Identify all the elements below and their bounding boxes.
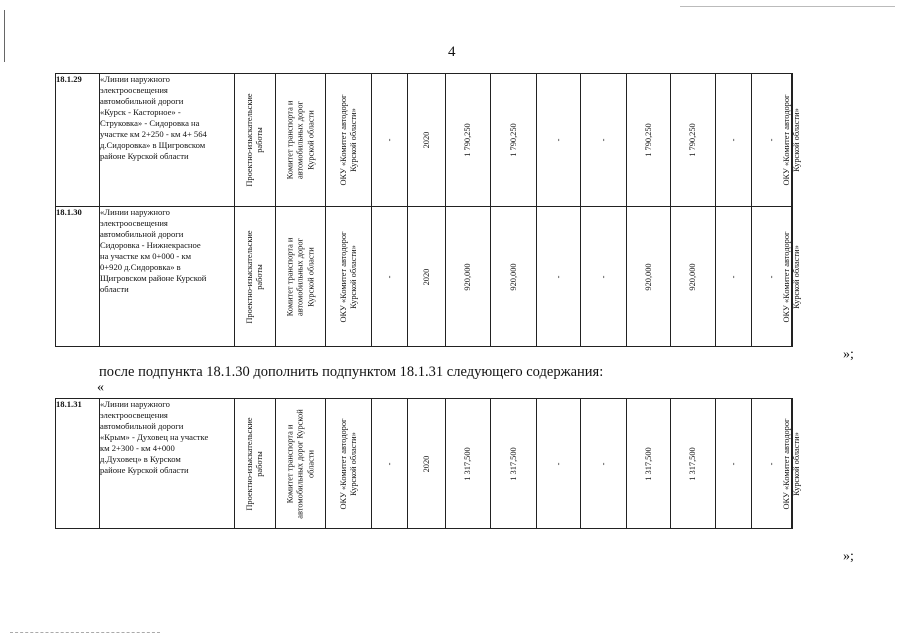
rotated-cell-text bbox=[782, 94, 803, 185]
object-name-line: области bbox=[100, 284, 129, 294]
committee-cell bbox=[276, 207, 326, 347]
page-number: 4 bbox=[448, 44, 456, 60]
opening-quote: « bbox=[97, 380, 104, 395]
rotated-cell-text bbox=[285, 101, 316, 180]
rotated-cell-text: 1 790,250 bbox=[687, 123, 697, 157]
rotated-cell-text: - bbox=[598, 138, 608, 142]
value-dash-cell bbox=[716, 207, 752, 347]
rotated-text-line: Проектно-изыскательские bbox=[244, 416, 254, 511]
object-name bbox=[100, 74, 235, 207]
rotated-text-line: ОКУ «Комитет автодорог bbox=[338, 230, 348, 323]
closing-quote-1: »; bbox=[843, 347, 854, 362]
value-dash-cell bbox=[372, 74, 408, 207]
object-name-line: участке км 2+250 - км 4+ 564 bbox=[100, 129, 207, 139]
executor-cell bbox=[781, 207, 801, 347]
rotated-text-line: ОКУ «Комитет автодорог bbox=[781, 417, 791, 510]
object-name-line: д.Духовец» в Курском bbox=[100, 454, 181, 464]
object-name-line: «Линии наружного bbox=[100, 74, 170, 84]
row-number: 18.1.31 bbox=[56, 399, 100, 529]
funding-value-cell bbox=[627, 74, 671, 207]
object-name-line: «Линии наружного bbox=[100, 399, 170, 409]
object-name bbox=[100, 207, 235, 347]
total-value-cell bbox=[446, 207, 491, 347]
object-name-line: электроосвещения bbox=[100, 218, 168, 228]
object-name-line: Щигровском районе Курской bbox=[100, 273, 207, 283]
rotated-text-line: автомобильных дорог bbox=[295, 237, 305, 316]
value-dash-cell bbox=[581, 399, 627, 529]
insertion-instruction: после подпункта 18.1.30 дополнить подпунктом 18.1.31 следующего содержания: bbox=[99, 364, 604, 380]
rotated-cell-text: 2020 bbox=[421, 131, 431, 149]
rotated-cell-text: - bbox=[728, 138, 738, 142]
rotated-cell-text: 920,000 bbox=[508, 262, 518, 291]
rotated-cell-text: - bbox=[728, 462, 738, 465]
program-table-before bbox=[55, 73, 801, 347]
object-name-line: электроосвещения bbox=[100, 85, 168, 95]
rotated-text-line: Курской области bbox=[305, 246, 315, 307]
rotated-cell-text: 920,000 bbox=[687, 262, 697, 291]
rotated-cell-text bbox=[338, 231, 359, 322]
value-dash-cell bbox=[716, 399, 752, 529]
rotated-cell-text: - bbox=[766, 275, 776, 278]
rotated-text-line: автомобильных дорог bbox=[295, 101, 305, 179]
funding-value-cell bbox=[671, 399, 716, 529]
rotated-text-line: работы bbox=[255, 450, 264, 477]
rotated-cell-text: - bbox=[553, 462, 563, 465]
funding-value-cell bbox=[627, 207, 671, 347]
object-name-line: «Крым» - Духовец на участке bbox=[100, 432, 209, 442]
value-dash-cell bbox=[581, 74, 627, 207]
object-name-line: электроосвещения bbox=[100, 410, 168, 420]
rotated-cell-text bbox=[245, 417, 266, 510]
total-value-cell bbox=[446, 74, 491, 207]
rotated-cell-text: 1 317,500 bbox=[687, 446, 697, 481]
object-name-line: на участке км 0+000 - км bbox=[100, 251, 192, 261]
rotated-cell-text: 1 317,500 bbox=[643, 446, 653, 481]
rotated-cell-text bbox=[245, 93, 266, 186]
rotated-text-line: области bbox=[305, 449, 315, 478]
executor-cell bbox=[781, 74, 801, 207]
scan-artifact-line-bottom bbox=[10, 632, 160, 633]
closing-quote-2: »; bbox=[843, 549, 854, 564]
rotated-text-line: Курской области bbox=[305, 110, 315, 170]
rotated-cell-text: 1 317,500 bbox=[508, 446, 518, 481]
year-cell bbox=[408, 207, 446, 347]
rotated-text-line: работы bbox=[255, 263, 264, 290]
value-2020-cell bbox=[491, 399, 537, 529]
rotated-text-line: работы bbox=[255, 127, 264, 153]
rotated-cell-text: - bbox=[384, 138, 394, 142]
rotated-text-line: Проектно-изыскательские bbox=[244, 229, 254, 324]
rotated-text-line: Курской области» bbox=[792, 431, 801, 496]
rotated-text-line: автомобильных дорог Курской bbox=[295, 408, 305, 519]
value-dash-cell bbox=[581, 207, 627, 347]
object-name-line: автомобильной дороги bbox=[100, 229, 184, 239]
value-dash-cell bbox=[537, 207, 581, 347]
rotated-cell-text: - bbox=[553, 138, 563, 142]
rotated-text-line: Комитет транспорта и bbox=[285, 100, 295, 180]
rotated-cell-text bbox=[285, 237, 316, 316]
customer-cell bbox=[326, 207, 372, 347]
funding-value-cell bbox=[627, 399, 671, 529]
value-2020-cell bbox=[491, 207, 537, 347]
work-type-cell bbox=[235, 207, 276, 347]
rotated-text-line: Курской области» bbox=[348, 244, 358, 309]
rotated-text-line: Курской области» bbox=[792, 108, 801, 172]
rotated-cell-text: 920,000 bbox=[462, 262, 472, 291]
table-row bbox=[56, 399, 793, 529]
object-name-line: 0+920 д.Сидоровка» в bbox=[100, 262, 181, 272]
customer-cell bbox=[326, 74, 372, 207]
scan-artifact-line-top bbox=[680, 6, 895, 7]
rotated-cell-text: - bbox=[553, 275, 563, 278]
rotated-cell-text: - bbox=[766, 462, 776, 465]
rotated-cell-text: 1 790,250 bbox=[508, 123, 518, 157]
object-name-line: км 2+300 - км 4+000 bbox=[100, 443, 175, 453]
rotated-text-line: Проектно-изыскательские bbox=[244, 93, 254, 187]
table-row bbox=[56, 74, 793, 207]
rotated-text-line: ОКУ «Комитет автодорог bbox=[781, 230, 791, 323]
rotated-text-line: ОКУ «Комитет автодорог bbox=[781, 94, 791, 186]
rotated-cell-text bbox=[782, 418, 803, 509]
object-name-line: автомобильной дороги bbox=[100, 421, 184, 431]
rotated-cell-text: 920,000 bbox=[643, 262, 653, 291]
object-name-line: д.Сидоровка» в Щигровском bbox=[100, 140, 206, 150]
rotated-cell-text bbox=[782, 231, 803, 322]
rotated-cell-text bbox=[338, 94, 359, 185]
year-cell bbox=[408, 74, 446, 207]
work-type-cell bbox=[235, 399, 276, 529]
funding-value-cell bbox=[671, 74, 716, 207]
rotated-text-line: Комитет транспорта и bbox=[285, 237, 295, 316]
rotated-cell-text: 2020 bbox=[421, 455, 431, 472]
rotated-cell-text: - bbox=[728, 275, 738, 278]
object-name-line: районе Курской области bbox=[100, 465, 189, 475]
rotated-text-line: Курской области» bbox=[348, 431, 358, 496]
rotated-cell-text: - bbox=[598, 462, 608, 465]
rotated-cell-text bbox=[245, 230, 266, 323]
rotated-cell-text bbox=[285, 409, 316, 518]
table-row bbox=[56, 207, 793, 347]
rotated-cell-text: 1 790,250 bbox=[643, 123, 653, 157]
value-dash-cell bbox=[372, 399, 408, 529]
rotated-cell-text: - bbox=[598, 275, 608, 278]
rotated-cell-text bbox=[338, 418, 359, 509]
committee-cell bbox=[276, 74, 326, 207]
value-dash-cell bbox=[716, 74, 752, 207]
rotated-text-line: Курской области» bbox=[348, 108, 358, 172]
rotated-cell-text: 2020 bbox=[421, 268, 431, 285]
customer-cell bbox=[326, 399, 372, 529]
object-name-line: «Курск - Касторное» - bbox=[100, 107, 181, 117]
value-dash-cell bbox=[537, 74, 581, 207]
rotated-cell-text: - bbox=[384, 275, 394, 278]
value-dash-cell bbox=[372, 207, 408, 347]
row-number: 18.1.29 bbox=[56, 74, 100, 207]
rotated-cell-text: - bbox=[766, 138, 776, 142]
value-2020-cell bbox=[491, 74, 537, 207]
rotated-text-line: ОКУ «Комитет автодорог bbox=[338, 417, 348, 510]
object-name-line: районе Курской области bbox=[100, 151, 189, 161]
year-cell bbox=[408, 399, 446, 529]
funding-value-cell bbox=[671, 207, 716, 347]
rotated-text-line: Курской области» bbox=[792, 244, 801, 309]
total-value-cell bbox=[446, 399, 491, 529]
scan-artifact-mark-left bbox=[4, 10, 5, 62]
program-table-new bbox=[55, 398, 801, 529]
committee-cell bbox=[276, 399, 326, 529]
rotated-cell-text: 1 317,500 bbox=[462, 446, 472, 481]
rotated-text-line: ОКУ «Комитет автодорог bbox=[338, 94, 348, 186]
value-dash-cell bbox=[537, 399, 581, 529]
work-type-cell bbox=[235, 74, 276, 207]
rotated-text-line: Комитет транспорта и bbox=[285, 424, 295, 503]
object-name-line: Струковка» - Сидоровка на bbox=[100, 118, 200, 128]
object-name bbox=[100, 399, 235, 529]
row-number: 18.1.30 bbox=[56, 207, 100, 347]
rotated-cell-text: 1 790,250 bbox=[462, 123, 472, 157]
object-name-line: Сидоровка - Нижнекрасное bbox=[100, 240, 201, 250]
object-name-line: автомобильной дороги bbox=[100, 96, 184, 106]
object-name-line: «Линии наружного bbox=[100, 207, 170, 217]
rotated-cell-text: - bbox=[384, 462, 394, 465]
executor-cell bbox=[781, 399, 801, 529]
